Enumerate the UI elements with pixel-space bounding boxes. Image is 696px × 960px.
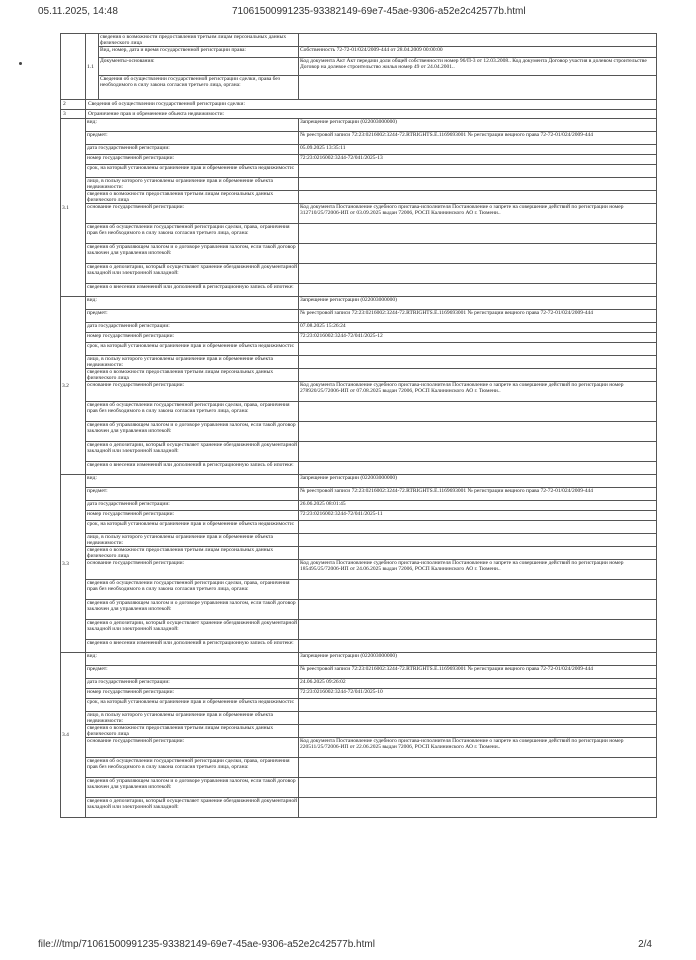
print-title: 7106150099123​5-93382149-69e7-45ae-9306-a52e2c42577b.html	[232, 6, 526, 17]
table-row	[61, 204, 657, 224]
field-label: сведения о внесении изменений или дополнений в регистрационную запись об ипотеке:	[86, 640, 299, 653]
field-value-empty	[299, 422, 657, 442]
table-row	[61, 155, 657, 165]
field-value-empty	[299, 284, 657, 297]
table-row	[61, 356, 657, 369]
field-value-empty	[299, 402, 657, 422]
field-label: сведения о внесении изменений или дополнений в регистрационную запись об ипотеке:	[86, 284, 299, 297]
field-label: лицо, в пользу которого установлены ограничение прав и обременение объекта недвижимости:	[86, 356, 299, 369]
field-value-vid: Запрещение регистрации (022003000000)	[299, 119, 657, 132]
field-label: сведения об управляющем залогом и о договоре управления залогом, если такой договор заключен для управления ипотекой:	[86, 422, 299, 442]
table-row	[61, 462, 657, 475]
field-value-empty	[299, 547, 657, 560]
field-label: лицо, в пользу которого установлены ограничение прав и обременение объекта недвижимости:	[86, 534, 299, 547]
table-row	[61, 640, 657, 653]
field-label: дата государственной регистрации:	[86, 679, 299, 689]
field-label: сведения о внесении изменений или дополнений в регистрационную запись об ипотеке:	[86, 462, 299, 475]
field-label: сведения об управляющем залогом и о договоре управления залогом, если такой договор заключен для управления ипотекой:	[86, 600, 299, 620]
table-row	[61, 191, 657, 204]
table-row	[61, 689, 657, 699]
table-row	[61, 284, 657, 297]
field-label: сведения об осуществлении государственной регистрации сделки, права, ограничения прав без необходимого в силу закона согласия третьего лица, органа:	[86, 402, 299, 422]
table-row	[61, 58, 657, 76]
table-row	[61, 738, 657, 758]
field-value-data: 05.09.2025 13:35:11	[299, 145, 657, 155]
field-label: вид:	[86, 297, 299, 310]
field-label: Сведения об осуществлении государственной регистрации сделки, права без необходимого в силу закона согласия третьего лица, органа:	[99, 76, 299, 100]
field-label: предмет:	[86, 488, 299, 501]
field-label: вид:	[86, 653, 299, 666]
field-label: сведения о депозитарии, который осуществляет хранение обездвиженной документарной закладной или электронной закладной:	[86, 442, 299, 462]
file-path: file:///tmp/71061500991235-93382149-69e7-45ae-9306-a52e2c42577b.html	[38, 939, 375, 950]
field-label: предмет:	[86, 310, 299, 323]
encumbrance-number: 3.3	[61, 475, 86, 653]
field-value-data: 24.06.2025 09:26:02	[299, 679, 657, 689]
field-value-empty	[299, 462, 657, 475]
table-row	[61, 600, 657, 620]
table-row	[61, 758, 657, 778]
field-value-empty	[299, 640, 657, 653]
table-row	[61, 534, 657, 547]
table-row	[61, 422, 657, 442]
field-value-empty	[299, 264, 657, 284]
field-value-empty	[299, 521, 657, 534]
field-label: сведения об осуществлении государственной регистрации сделки, права, ограничения прав без необходимого в силу закона согласия третьего лица, органа:	[86, 758, 299, 778]
table-row	[61, 333, 657, 343]
table-row	[61, 402, 657, 422]
field-label: сведения о депозитарии, который осуществляет хранение обездвиженной документарной закладной или электронной закладной:	[86, 620, 299, 640]
table-row	[61, 712, 657, 725]
section-title: Сведения об осуществлении государственной регистрации сделки:	[86, 100, 657, 110]
field-value-empty	[299, 165, 657, 178]
section-cell-empty	[61, 34, 86, 100]
encumbrance-number: 3.4	[61, 653, 86, 818]
field-label: сведения о депозитарии, который осуществляет хранение обездвиженной документарной закладной или электронной закладной:	[86, 264, 299, 284]
table-row	[61, 798, 657, 818]
field-value-nomer: 72:23:0216002:3244-72/041/2025-10	[299, 689, 657, 699]
field-label: срок, на который установлены ограничение прав и обременение объекта недвижимости:	[86, 343, 299, 356]
field-label: сведения о депозитарии, который осуществляет хранение обездвиженной документарной закладной или электронной закладной:	[86, 798, 299, 818]
table-row	[61, 501, 657, 511]
field-value-osnovanie: Код документа Постановление судебного пристава-исполнителя Постановление о запрете на совершение действий по регистрации номер 185495/25/72006-ИП от 24.06.2025 выдан 72006, РОСП Калининского АО г. Тюмени..	[299, 560, 657, 580]
field-value-predmet: № реестровой записи 72:23:0216002:3244-72.RTRIGHTS.E.1169693001 № регистрации вещного права 72-72-01/024/2009-444	[299, 132, 657, 145]
field-value: Код документа Акт Акт передачи доли общей собственности номер 96/П-3 от 12.03.2008.. Код документа Договор участия в долевом строительстве Договор на долевое строительство жилья номер 49 от 24.04.2001..	[299, 58, 657, 76]
field-label: лицо, в пользу которого установлены ограничение прав и обременение объекта недвижимости:	[86, 178, 299, 191]
field-value-nomer: 72:23:0216002:3244-72/041/2025-12	[299, 333, 657, 343]
field-label: номер государственной регистрации:	[86, 511, 299, 521]
field-value-osnovanie: Код документа Постановление судебного пристава-исполнителя Постановление о запрете на совершение действий по регистрации номер 312710/25/72006-ИП от 03.09.2025 выдан 72006, РОСП Калининского АО г. Тюмени..	[299, 204, 657, 224]
field-label: Документы-основания:	[99, 58, 299, 76]
field-value-empty	[299, 712, 657, 725]
field-value-empty	[299, 343, 657, 356]
print-datetime: 05.11.2025, 14:48	[38, 6, 118, 17]
table-row	[61, 76, 657, 100]
field-value-predmet: № реестровой записи 72:23:0216002:3244-72.RTRIGHTS.E.1169693001 № регистрации вещного права 72-72-01/024/2009-444	[299, 488, 657, 501]
table-row	[61, 547, 657, 560]
field-value-predmet: № реестровой записи 72:23:0216002:3244-72.RTRIGHTS.E.1169693001 № регистрации вещного права 72-72-01/024/2009-444	[299, 310, 657, 323]
field-value-nomer: 72:23:0216002:3244-72/041/2025-11	[299, 511, 657, 521]
field-label: сведения об управляющем залогом и о договоре управления залогом, если такой договор заключен для управления ипотекой:	[86, 244, 299, 264]
table-row	[61, 699, 657, 712]
scan-speck	[19, 62, 22, 65]
table-row	[61, 145, 657, 155]
field-label: основание государственной регистрации:	[86, 382, 299, 402]
field-label: основание государственной регистрации:	[86, 560, 299, 580]
extract-table	[60, 33, 657, 818]
table-row	[61, 343, 657, 356]
field-label: срок, на который установлены ограничение прав и обременение объекта недвижимости:	[86, 699, 299, 712]
field-value-empty	[299, 620, 657, 640]
field-value-empty	[299, 600, 657, 620]
table-row	[61, 369, 657, 382]
table-row	[61, 560, 657, 580]
table-row	[61, 178, 657, 191]
field-value-data: 26.06.2025 08:01:45	[299, 501, 657, 511]
field-label: лицо, в пользу которого установлены ограничение прав и обременение объекта недвижимости:	[86, 712, 299, 725]
field-value-empty	[299, 356, 657, 369]
table-row	[61, 488, 657, 501]
table-row	[61, 382, 657, 402]
table-row	[61, 47, 657, 58]
field-value-empty	[299, 224, 657, 244]
field-value-osnovanie: Код документа Постановление судебного пристава-исполнителя Постановление о запрете на совершение действий по регистрации номер 278920/25/72006-ИП от 07.08.2025 выдан 72006, РОСП Калининского АО г. Тюмени..	[299, 382, 657, 402]
field-value-empty	[299, 534, 657, 547]
field-value	[299, 34, 657, 47]
section-title: Ограничение прав и обременение объекта недвижимости:	[86, 110, 657, 119]
field-label: сведения о возможности предоставления третьим лицам персональных данных физического лица	[99, 34, 299, 47]
table-row	[61, 511, 657, 521]
field-value-data: 07.08.2025 15:26:24	[299, 323, 657, 333]
field-label: сведения о возможности предоставления третьим лицам персональных данных физического лица	[86, 369, 299, 382]
table-row	[61, 653, 657, 666]
field-value-vid: Запрещение регистрации (022003000000)	[299, 475, 657, 488]
table-row	[61, 323, 657, 333]
field-value-empty	[299, 442, 657, 462]
field-label: дата государственной регистрации:	[86, 145, 299, 155]
table-row	[61, 297, 657, 310]
field-value: Собственность 72-72-01/024/2009-444 от 28.04.2009 00:00:00	[299, 47, 657, 58]
table-row	[61, 521, 657, 534]
item-number: 1.1	[86, 34, 99, 100]
field-label: сведения об осуществлении государственной регистрации сделки, права, ограничения прав без необходимого в силу закона согласия третьего лица, органа:	[86, 224, 299, 244]
field-label: предмет:	[86, 666, 299, 679]
field-label: дата государственной регистрации:	[86, 501, 299, 511]
table-row	[61, 119, 657, 132]
field-label: основание государственной регистрации:	[86, 204, 299, 224]
field-value-empty	[299, 798, 657, 818]
field-label: предмет:	[86, 132, 299, 145]
section-number: 2	[61, 100, 86, 110]
field-label: номер государственной регистрации:	[86, 155, 299, 165]
field-value-osnovanie: Код документа Постановление судебного пристава-исполнителя Постановление о запрете на совершение действий по регистрации номер 220511/25/72006-ИП от 22.06.2025 выдан 72006, РОСП Калининского АО г. Тюмени..	[299, 738, 657, 758]
field-label: Вид, номер, дата и время государственной регистрации права:	[99, 47, 299, 58]
table-row	[61, 110, 657, 119]
encumbrance-number: 3.2	[61, 297, 86, 475]
table-row	[61, 224, 657, 244]
field-value-empty	[299, 699, 657, 712]
table-row	[61, 580, 657, 600]
table-row	[61, 34, 657, 47]
field-label: номер государственной регистрации:	[86, 333, 299, 343]
table-row	[61, 778, 657, 798]
table-row	[61, 442, 657, 462]
encumbrance-number: 3.1	[61, 119, 86, 297]
table-row	[61, 310, 657, 323]
field-value-nomer: 72:23:0216002:3244-72/041/2025-13	[299, 155, 657, 165]
table-row	[61, 132, 657, 145]
table-row	[61, 725, 657, 738]
field-label: сведения о возможности предоставления третьим лицам персональных данных физического лица	[86, 547, 299, 560]
table-row	[61, 244, 657, 264]
field-label: дата государственной регистрации:	[86, 323, 299, 333]
field-value-predmet: № реестровой записи 72:23:0216002:3244-72.RTRIGHTS.E.1169693001 № регистрации вещного права 72-72-01/024/2009-444	[299, 666, 657, 679]
field-label: срок, на который установлены ограничение прав и обременение объекта недвижимости:	[86, 521, 299, 534]
field-value-empty	[299, 178, 657, 191]
table-row	[61, 666, 657, 679]
page-number: 2/4	[638, 939, 652, 950]
field-label: вид:	[86, 119, 299, 132]
field-value-empty	[299, 778, 657, 798]
table-row	[61, 620, 657, 640]
table-row	[61, 264, 657, 284]
field-label: сведения о возможности предоставления третьим лицам персональных данных физического лица	[86, 725, 299, 738]
field-value-empty	[299, 725, 657, 738]
field-value-vid: Запрещение регистрации (022003000000)	[299, 297, 657, 310]
field-label: сведения о возможности предоставления третьим лицам персональных данных физического лица	[86, 191, 299, 204]
field-value-empty	[299, 369, 657, 382]
field-value-empty	[299, 580, 657, 600]
field-label: срок, на который установлены ограничение прав и обременение объекта недвижимости:	[86, 165, 299, 178]
field-label: сведения об управляющем залогом и о договоре управления залогом, если такой договор заключен для управления ипотекой:	[86, 778, 299, 798]
field-label: вид:	[86, 475, 299, 488]
table-row	[61, 100, 657, 110]
field-value	[299, 76, 657, 100]
field-value-empty	[299, 244, 657, 264]
field-value-vid: Запрещение регистрации (022003000000)	[299, 653, 657, 666]
field-label: номер государственной регистрации:	[86, 689, 299, 699]
table-row	[61, 165, 657, 178]
field-label: основание государственной регистрации:	[86, 738, 299, 758]
section-number: 3	[61, 110, 86, 119]
field-value-empty	[299, 758, 657, 778]
field-value-empty	[299, 191, 657, 204]
table-row	[61, 475, 657, 488]
field-label: сведения об осуществлении государственной регистрации сделки, права, ограничения прав без необходимого в силу закона согласия третьего лица, органа:	[86, 580, 299, 600]
table-row	[61, 679, 657, 689]
